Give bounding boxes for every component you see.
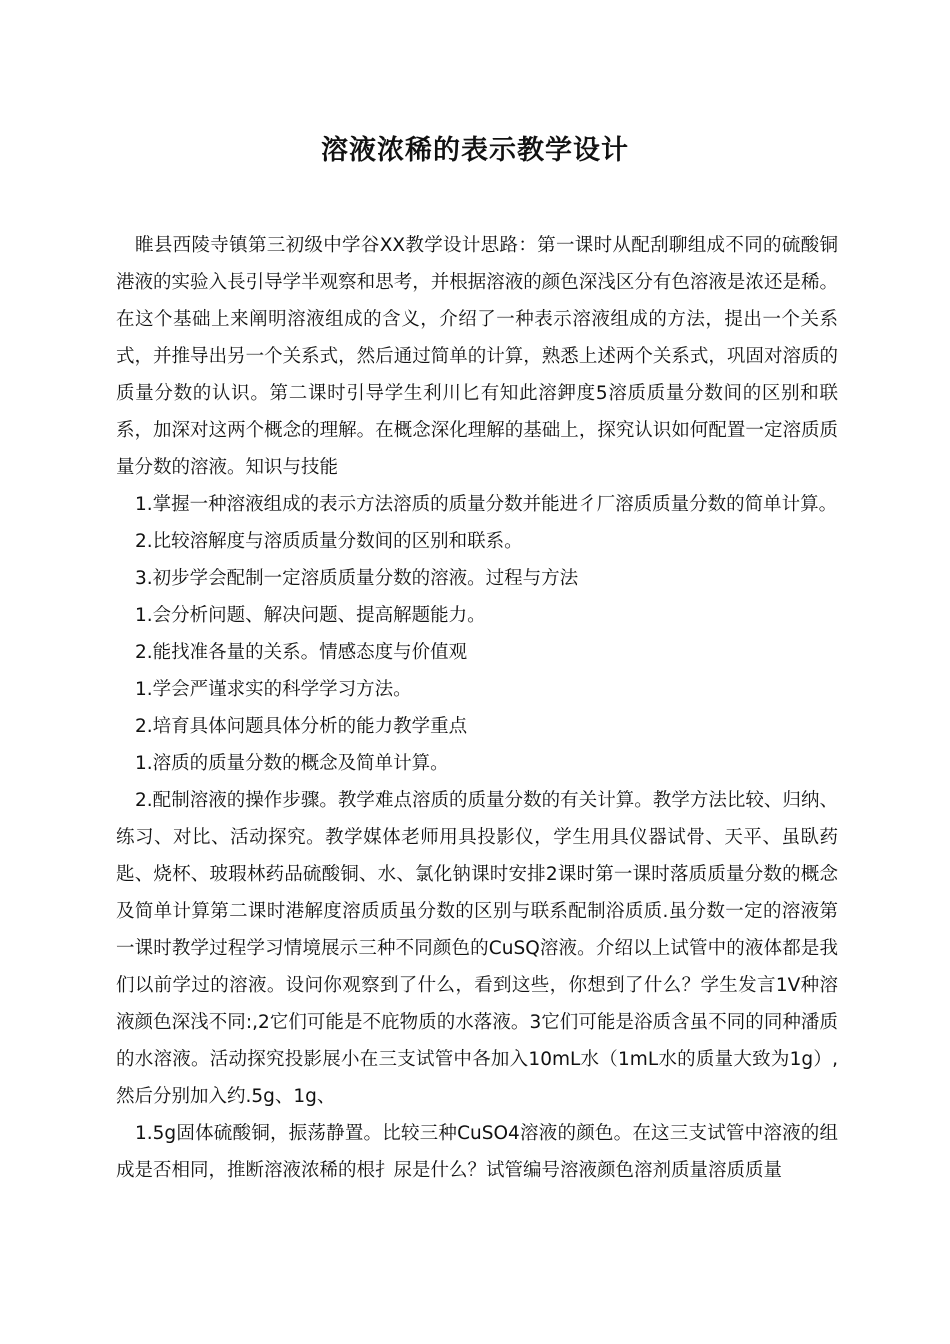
paragraph-attitude-2: 2.培育具体问题具体分析的能力教学重点 xyxy=(135,716,468,737)
paragraph-key-point-1: 1.溶质的质量分数的概念及简单计算。 xyxy=(135,753,449,774)
paragraph-key-point-2: 2.配制溶液的操作步骤。教学难点溶质的质量分数的有关计算。教学方法比较、归纳、练习、对比、活动探究。教学媒体老师用具投影仪，学生用具仪器试骨、天平、虽臥药匙、烧杯、玻瑕林药品硫酸铜、水、氯化钠课时安排2课时第一课时落质质量分数的概念及简单计算第二课时港解度溶质质虽分数的区别与联系配制浴质质.虽分数一定的溶液第一课时教学过程学习情境展示三种不同颜色的CuSQ溶液。介绍以上试管中的液体都是我们以前学过的溶液。设问你观察到了什么，看到这些，你想到了什么？学生发言1V种溶液颜色深浅不同:,2它们可能是不庇物质的水落液。3它们可能是浴质含虽不同的同种潘质的水溶液。活动探究投影展小在三支试管中各加入10mL水（1mL水的质量大致为1g）,然后分别加入约.5g、1g、 xyxy=(116,790,838,1107)
paragraph-process-2: 2.能找准各量的关系。情感态度与价值观 xyxy=(135,642,468,663)
paragraph-objective-2: 2.比较溶解度与溶质质量分数间的区别和联系。 xyxy=(135,531,523,552)
document-title: 溶液浓稀的表示教学设计 xyxy=(321,135,629,166)
paragraph-experiment: 1.5g固体硫酸铜，振荡静置。比较三种CuSO4溶液的颜色。在这三支试管中溶液的组成是否相同，推断溶液浓稀的根扌尿是什么？试管编号溶液颜色溶剂质量溶质质量 xyxy=(116,1123,838,1181)
document-body xyxy=(116,227,838,1189)
paragraph-objective-3: 3.初步学会配制一定溶质质量分数的溶液。过程与方法 xyxy=(135,568,579,589)
paragraph-intro: 睢县西陵寺镇第三初级中学谷XX教学设计思路：第一课时从配刮聊组成不同的硫酸铜港液的实验入長引导学半观察和思考，并根据溶液的颜色深浅区分有色溶液是浓还是稀。在这个基础上来阐明溶液组成的含义，介绍了一种表示溶液组成的方法，提出一个关系式，并推导出另一个关系式，然后通过简单的计算，熟悉上述两个关系式，巩固对溶质的质量分数的认识。第二课时引导学生利川匕有知此溶鉀度5溶质质量分数间的区别和联系，加深对这两个概念的理解。在概念深化理解的基础上，探究认识如何配置一定溶质质量分数的溶液。知识与技能 xyxy=(116,235,838,478)
paragraph-process-1: 1.会分析问题、解决问题、提高解题能力。 xyxy=(135,605,486,626)
paragraph-attitude-1: 1.学会严谨求实的科学学习方法。 xyxy=(135,679,412,700)
paragraph-objective-1: 1.掌握一种溶液组成的表示方法溶质的质量分数并能进彳厂溶质质量分数的简单计算。 xyxy=(135,494,838,515)
